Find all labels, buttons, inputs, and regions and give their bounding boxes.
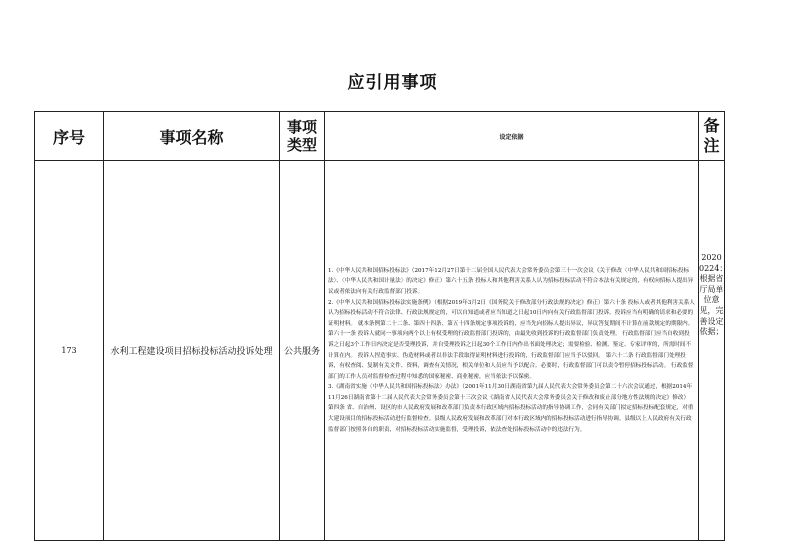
header-seq: 序号 [35,112,104,161]
cell-seq: 173 [35,161,104,541]
cell-type: 公共服务 [280,161,325,541]
header-note: 备注 [699,112,725,161]
table-row [35,161,725,541]
basis-paragraph: 2.《中华人民共和国招标投标法实施条例》（根据2019年3月2日《国务院关于修改部分行政法规的决定》修正）第六十条 投标人或者其他利害关系人认为招标投标活动不符合法律、行政法规规定的，可以自知道或者应当知道之日起10日内向有关行政监督部门投诉。投诉应当有明确的请求和必要的证明材料。 就本条例第二十二条、第四十四条、第五十四条规定事项投诉的，应当先向招标人提出异议，异议答复期间不计算在前款规定的期限内。 [328,299,695,327]
page-title: 应引用事项 [347,73,438,93]
basis-paragraph: 第四条 省、自治州、设区的市人民政府发展和改革部门负责本行政区域内招标投标活动的指导协调工作，会同有关部门拟定招标投标配套规定，对重大建设项目的招标投标活动进行监督检查。县级人民政府发展和改革部门对本行政区域内的招标投标活动进行指导协调。县级以上人民政府有关行政监督部门按照各自的职责，对招标投标活动实施监督，受理投诉，依法查处招标投标活动中的违法行为。 [328,405,694,433]
header-name: 事项名称 [104,112,280,161]
basis-paragraph: 1.《中华人民共和国招标投标法》（2017年12月27日第十二届全国人民代表大会常务委员会第三十一次会议《关于修改〈中华人民共和国招标投标法〉、〈中华人民共和国计量法〉的决定》修正）第六十五条 投标人和其他利害关系人认为招标投标活动不符合本法有关规定的，有权向招标人提出异议或者依法向有关行政监督部门投诉。 [328,267,694,295]
basis-paragraph: 第六十一条 投诉人就同一事项向两个以上有权受理的行政监督部门投诉的，由最先收到投诉的行政监督部门负责处理。 行政监督部门应当自收到投诉之日起3个工作日内决定是否受理投诉，并自受理投诉之日起30个工作日内作出书面处理决定；需要检验、检测、鉴定、专家评审的，所需时间不计算在内。 投诉人捏造事实、伪造材料或者以非法手段取得证明材料进行投诉的，行政监督部门应当予以驳回。 第六十二条 行政监督部门处理投诉，有权查阅、复制有关文件、资料，调查有关情况，相关单位和人员应当予以配合。必要时，行政监督部门可以责令暂停招标投标活动。 行政监督部门的工作人员对监督检查过程中知悉的国家秘密、商业秘密，应当依法予以保密。 [328,331,694,380]
cell-basis [325,161,699,541]
basis-paragraph: 3.《湖南省实施〈中华人民共和国招标投标法〉办法》（2001年11月30日湖南省第九届人民代表大会常务委员会第二十六次会议通过，根据2014年11月26日湖南省第十二届人民代表大会常务委员会第十三次会议《湖南省人民代表大会常务委员会关于修改和废止部分地方性法规的决定》修改） [328,384,693,401]
cell-name: 水利工程建设项目招标投标活动投诉处理 [104,161,280,541]
table-header-row [35,112,725,161]
header-basis: 设定依据 [325,112,699,161]
item-table [34,111,728,541]
header-type: 事项类型 [280,112,325,161]
cell-note: 2020 0224：根据省厅局单位意见，完善设定依据； [699,161,725,541]
